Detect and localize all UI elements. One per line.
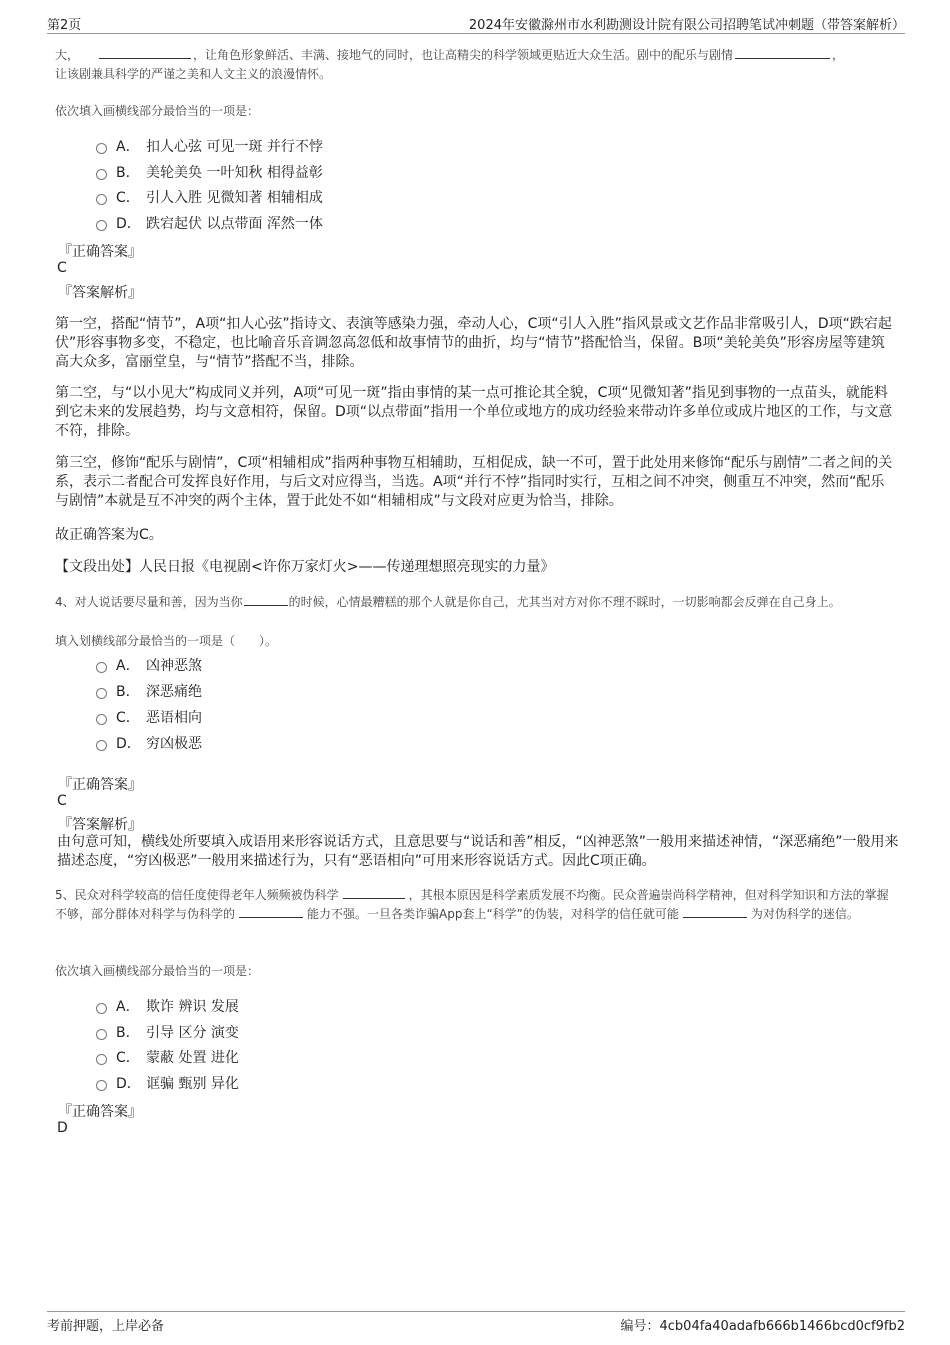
q3-answer-label: 『正确答案』 bbox=[58, 244, 142, 260]
q3-option-c[interactable]: C． 引人入胜 见微知著 相辅相成 bbox=[96, 187, 323, 207]
q3-prompt: 依次填入画横线部分最恰当的一项是： bbox=[55, 104, 260, 118]
q4-option-d[interactable]: D． 穷凶极恶 bbox=[96, 733, 202, 753]
q5-prompt: 依次填入画横线部分最恰当的一项是： bbox=[55, 964, 260, 978]
radio-icon[interactable] bbox=[96, 143, 107, 154]
fill-blank bbox=[99, 46, 191, 59]
q5-stem: 5、民众对科学较高的信任度使得老年人频频被伪科学 ，其根本原因是科学素质发展不均衡。民众普遍崇尚科学精神，但对科学知识和方法的掌握不够，部分群体对科学与伪科学的 能力不强。一旦各类诈骗App套上“科学”的伪装，对科学的信任就可能 为对伪科学的迷信。 bbox=[55, 888, 889, 921]
q3-conclusion: 故正确答案为C。 bbox=[55, 527, 163, 543]
fill-blank bbox=[244, 593, 288, 606]
page-number: 第2页 bbox=[47, 18, 82, 33]
radio-icon[interactable] bbox=[96, 1080, 107, 1091]
radio-icon[interactable] bbox=[96, 169, 107, 180]
q5-option-d[interactable]: D． 诓骗 甄别 异化 bbox=[96, 1073, 239, 1093]
q3-analysis-para2: 第二空，与“以小见大”构成同义并列，A项“可见一斑”指由事情的某一点可推论其全貌，C项“见微知著”指见到事物的一点苗头，就能料到它未来的发展趋势，均与文意相符，保留。D项“以点带面”指用一个单位或地方的成功经验来带动许多单位或成片地区的工作，与文意不符，排除。 bbox=[55, 385, 893, 439]
radio-icon[interactable] bbox=[96, 1003, 107, 1014]
q4-option-a[interactable]: A． 凶神恶煞 bbox=[96, 655, 202, 675]
q3-option-a[interactable]: A． 扣人心弦 可见一斑 并行不悖 bbox=[96, 136, 323, 156]
q4-analysis: 由句意可知，横线处所要填入成语用来形容说话方式，且意思要与“说话和善”相反，“凶神恶煞”一般用来描述神情，“深恶痛绝”一般用来描述态度，“穷凶极恶”一般用来描述行为，只有“恶语相向”可用来形容说话方式。因此C项正确。 bbox=[57, 834, 899, 869]
page-footer bbox=[47, 1311, 905, 1334]
footer-slogan: 考前押题，上岸必备 bbox=[47, 1319, 165, 1334]
radio-icon[interactable] bbox=[96, 220, 107, 231]
radio-icon[interactable] bbox=[96, 194, 107, 205]
q3-option-b[interactable]: B． 美轮美奂 一叶知秋 相得益彰 bbox=[96, 162, 323, 182]
q3-option-d[interactable]: D． 跌宕起伏 以点带面 浑然一体 bbox=[96, 213, 323, 233]
q4-answer: C bbox=[57, 793, 67, 809]
q4-prompt: 填入划横线部分最恰当的一项是（ ）。 bbox=[55, 634, 278, 648]
page-header bbox=[47, 14, 905, 34]
q5-option-c[interactable]: C． 蒙蔽 处置 进化 bbox=[96, 1047, 239, 1067]
radio-icon[interactable] bbox=[96, 1029, 107, 1040]
document-code: 编号：4cb04fa40adafb666b1466bcd0cf9fb2 bbox=[620, 1319, 905, 1334]
q3-source: 【文段出处】人民日报《电视剧<许你万家灯火>——传递理想照亮现实的力量》 bbox=[55, 559, 555, 575]
radio-icon[interactable] bbox=[96, 688, 107, 699]
radio-icon[interactable] bbox=[96, 714, 107, 725]
q4-stem: 4、对人说话要尽量和善，因为当你 的时候，心情最糟糕的那个人就是你自己，尤其当对方对你不理不睬时，一切影响都会反弹在自己身上。 bbox=[55, 595, 841, 609]
radio-icon[interactable] bbox=[96, 662, 107, 673]
q4-analysis-label: 『答案解析』 bbox=[58, 817, 142, 833]
fill-blank bbox=[239, 905, 303, 918]
q5-option-a[interactable]: A． 欺诈 辨识 发展 bbox=[96, 996, 239, 1016]
q3-analysis-para1: 第一空，搭配“情节”，A项“扣人心弦”指诗文、表演等感染力强，牵动人心，C项“引人入胜”指风景或文艺作品非常吸引人，D项“跌宕起伏”形容事物多变，不稳定，也比喻音乐音调忽高忽低和故事情节的曲折，均与“情节”搭配恰当，保留。B项“美轮美奂”形容房屋等建筑高大众多，富丽堂皇，与“情节”搭配不当，排除。 bbox=[55, 316, 892, 370]
q3-answer: C bbox=[57, 260, 67, 276]
q3-analysis-para3: 第三空，修饰“配乐与剧情”，C项“相辅相成”指两种事物互相辅助，互相促成，缺一不可，置于此处用来修饰“配乐与剧情”二者之间的关系，表示二者配合可发挥良好作用，与后文对应得当，当选。A项“并行不悖”指同时实行，互相之间不冲突，侧重互不冲突，然而“配乐与剧情”本就是互不冲突的两个主体，置于此处不如“相辅相成”与文段对应更为恰当，排除。 bbox=[55, 455, 893, 509]
q5-answer: D bbox=[57, 1120, 68, 1136]
document-title: 2024年安徽滁州市水利勘测设计院有限公司招聘笔试冲刺题（带答案解析） bbox=[468, 18, 905, 33]
q3-analysis-label: 『答案解析』 bbox=[58, 285, 142, 301]
fill-blank bbox=[343, 886, 405, 899]
radio-icon[interactable] bbox=[96, 1054, 107, 1065]
q4-option-b[interactable]: B． 深恶痛绝 bbox=[96, 681, 202, 701]
fill-blank bbox=[735, 46, 830, 59]
q3-stem: 大， ，让角色形象鲜活、丰满、接地气的同时，也让高精尖的科学领域更贴近大众生活。剧中的配乐与剧情 ， 让该剧兼具科学的严谨之美和人文主义的浪漫情怀。 bbox=[55, 48, 845, 81]
fill-blank bbox=[683, 905, 747, 918]
q4-option-c[interactable]: C． 恶语相向 bbox=[96, 707, 202, 727]
q5-answer-label: 『正确答案』 bbox=[58, 1104, 142, 1120]
q4-answer-label: 『正确答案』 bbox=[58, 777, 142, 793]
q5-option-b[interactable]: B． 引导 区分 演变 bbox=[96, 1022, 239, 1042]
radio-icon[interactable] bbox=[96, 740, 107, 751]
